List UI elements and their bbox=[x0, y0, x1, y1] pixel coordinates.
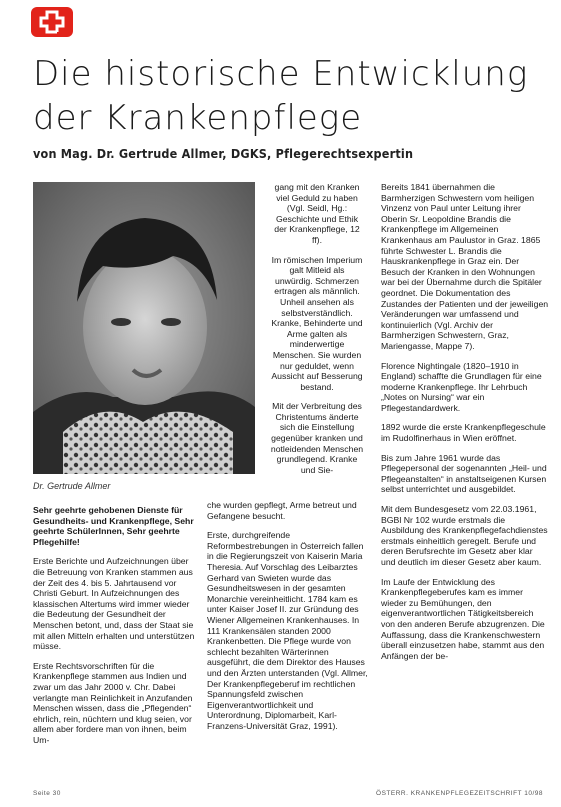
text-column-left bbox=[33, 505, 201, 790]
title-line-2: der Krankenpflege bbox=[33, 98, 363, 138]
red-cross-logo-icon bbox=[30, 6, 74, 38]
text-column-right bbox=[381, 182, 549, 790]
paragraph: Florence Nightingale (1820–1910 in England) schaffte die Grundlagen für eine moderne Krankenpflege. Ihr Lehrbuch „Notes on Nursing“ war ein Pflegestandardwerk. bbox=[381, 360, 542, 413]
paragraph: che wurden gepflegt, Arme betreut und Gefangene besucht. bbox=[207, 500, 357, 521]
paragraph: Bis zum Jahre 1961 wurde das Pflegepersonal der sogenannten „Heil- und Pflegeanstalten“ in anstaltseigenen Kursen selbst unterrichtet und ausgebildet. bbox=[381, 452, 547, 495]
title-line-1: Die historische Entwicklung bbox=[33, 54, 529, 94]
author-byline: von Mag. Dr. Gertrude Allmer, DGKS, Pflegerechtsexpertin bbox=[33, 146, 414, 161]
photo-caption: Dr. Gertrude Allmer bbox=[33, 481, 111, 491]
page-number: Seite 30 bbox=[33, 790, 61, 797]
text-column-middle-bottom bbox=[207, 500, 371, 790]
paragraph: Bereits 1841 übernahmen die Barmherzigen Schwestern vom heiligen Vinzenz von Paul unter Leitung ihrer Oberin Sr. Leopoldine Brandis die Krankenpflege im Allgemeinen Krankenhaus am Paulustor in Graz. 1865 führte Schwester L. Brandis die Hauskrankenpflege in Graz ein. Der Besuch der Kranken in den Wohnungen war bei der Übernahme durch die Spitäler geordnet. Die Dokumentation des Zustandes der Patienten und der jeweiligen Veränderungen war umfassend und kontinuierlich (Vgl. Archiv der Barmherzigen Schwestern, Graz, Mariengasse, Mappe 7). bbox=[381, 182, 549, 351]
article-title bbox=[33, 52, 553, 140]
paragraph: Erste, durchgreifende Reformbestrebungen in Österreich fallen in die Regierungszeit von Kaiserin Maria Theresia. Auf Vorschlag des Leibarztes Gerhard van Swieten wurde das Gesundheitswesen in der gesamten Monarchie vereinheitlicht. 1784 kam es unter Kaiser Josef II. zur Gründung des Wiener Allgemeinen Krankenhauses. In 111 Krankensälen standen 2000 Krankenbetten. Die Pflege wurde von schlecht bezahlten Wärterinnen ausgeführt, die dem Direktor des Hauses und den Ärzten unterstanden (Vgl. Allmer, Der Krankenpflegeberuf im rechtlichen Spannungsfeld zwischen Eigenverantwortlichkeit und Unterordnung, Diplomarbeit, Karl-Franzens-Universität Graz, 1991). bbox=[207, 530, 368, 731]
paragraph: Mit der Verbreitung des Christentums änderte sich die Einstellung gegenüber kranken und notleidenden Menschen grundlegend. Kranke und Sie- bbox=[270, 401, 364, 475]
paragraph: Im römischen Imperium galt Mitleid als unwürdig. Schmerzen ertragen als männlich. Unheil ansehen als selbstverständlich. Kranke, Behinderte und Arme galten als minderwertige Menschen. Sie wurden nur geduldet, wenn Aussicht auf Besserung bestand. bbox=[271, 254, 363, 392]
paragraph: Mit dem Bundesgesetz vom 22.03.1961, BGBl Nr 102 wurde erstmals die Ausbildung des Krankenpflegefachdienstes erstmals einheitlich geregelt. Berufe und deren Berufsrechte im Gesetz aber klar und deutlich im dieser Gesetz aber kaum. bbox=[381, 504, 548, 567]
paragraph: gang mit den Kranken viel Geduld zu haben (Vgl. Seidl, Hg.: Geschichte und Ethik der Krankenpflege, 12 ff). bbox=[274, 182, 360, 245]
paragraph: Erste Rechtsvorschriften für die Krankenpflege stammen aus Indien und zwar um das Jahr 2000 v. Chr. Dabei verlangte man Reinlichkeit in Anzufanden Menschen wissen, dass die „Pflegenden“ ehrlich, rein, nüchtern und klug seien, vor allem aber fordere man von ihnen, beim Um- bbox=[33, 660, 193, 745]
salutation: Sehr geehrte gehobenen Dienste für Gesundheits- und Krankenpflege, Sehr geehrte SchülerInnen, Sehr geehrte Pflegehilfe! bbox=[33, 505, 194, 547]
paragraph: 1892 wurde die erste Krankenpflegeschule im Rudolfinerhaus in Wien eröffnet. bbox=[381, 422, 546, 444]
paragraph: Erste Berichte und Aufzeichnungen über die Betreuung von Kranken stammen aus der Zeit des 4. bis 5. Jahrtausend vor Christi Geburt. In Aufzeichnungen des klassischen Altertums wird immer wieder die Bedeutung der Gesundheit der Menschen betont, und, dass der Staat sie mit allen Mitteln erhalten und unterstützen müsse. bbox=[33, 556, 195, 652]
author-portrait-photo bbox=[33, 182, 255, 474]
text-column-middle-top bbox=[270, 182, 364, 499]
paragraph: Im Laufe der Entwicklung des Krankenpflegeberufes kam es immer wieder zu Bemühungen, den eigenverantwortlichen Tätigkeitsbereich von den anderen Berufe abzugrenzen. Die Auffassung, dass die Krankenschwestern überall einzusetzen habe, stammt aus den Anfängen der be- bbox=[381, 576, 545, 661]
journal-issue: ÖSTERR. KRANKENPFLEGEZEITSCHRIFT 10/98 bbox=[376, 790, 543, 797]
